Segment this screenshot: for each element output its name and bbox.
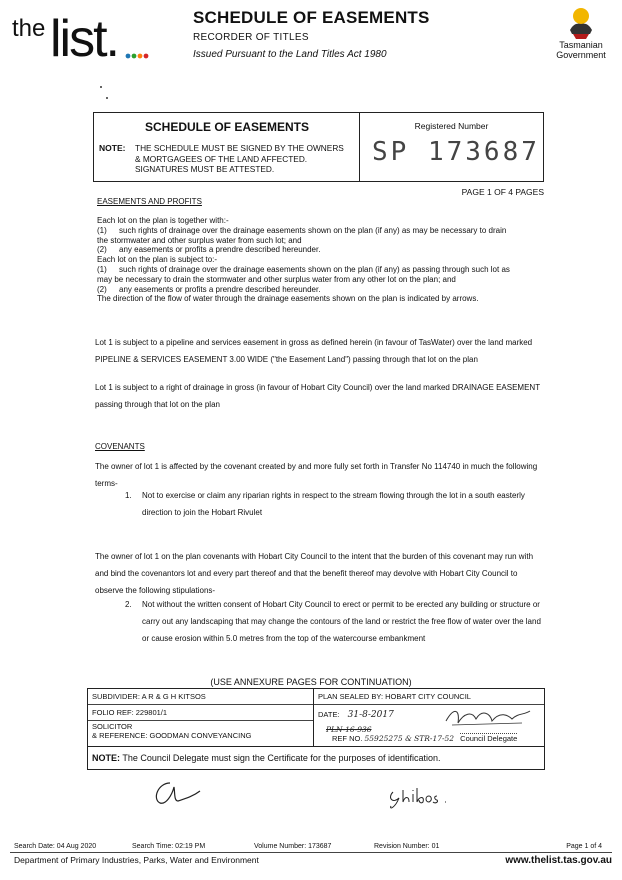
search-time: Search Time: 02:19 PM bbox=[132, 843, 206, 850]
easements-heading: EASEMENTS AND PROFITS bbox=[97, 197, 202, 206]
subdivider-field: SUBDIVIDER: A R & G H KITSOS bbox=[88, 689, 313, 705]
logo-dot bbox=[138, 54, 143, 59]
easements-general-text: Each lot on the plan is together with:- (1) such rights of drainage over the drainage easements shown on the plan (if any) as may be necessary to drain the stormwater and other surplus water from such lot; and (2) any easements or profits a prendre described hereunder. Each lot on the plan is subject to:- (1) such rights of drainage over the drainage easements shown on the plan (if any) as passing through such lot as may be necessary to drain the stormwater and other surplus water from any other lot on the plan; and (2) any easements or profits a prendre described hereunder. The direction of the flow of water through the drainage easements shown on the plan is indicated by arrows. bbox=[97, 216, 510, 304]
covenant-item-2: 2. Not without the written consent of Hobart City Council to erect or permit to be erected any building or structure or carry out any landscaping that may change the contours of the land or restrict the free flow of water over the land or cause erosion within 5.0 metres from the top of the watercourse embankment bbox=[125, 600, 541, 643]
tasmanian-government-logo bbox=[545, 4, 617, 66]
govt-name-line2: Government bbox=[556, 50, 606, 60]
folio-ref-field: FOLIO REF: 229801/1 bbox=[88, 705, 313, 721]
plan-sealed-field: PLAN SEALED BY: HOBART CITY COUNCIL bbox=[314, 689, 544, 705]
logo-dot bbox=[144, 54, 149, 59]
date-field: DATE: 31-8-2017 bbox=[318, 710, 394, 720]
issuing-act: Issued Pursuant to the Land Titles Act 1980 bbox=[193, 49, 387, 60]
annexure-instruction: (USE ANNEXURE PAGES FOR CONTINUATION) bbox=[210, 677, 412, 687]
signing-note: THE SCHEDULE MUST BE SIGNED BY THE OWNERS & MORTGAGEES OF THE LAND AFFECTED. SIGNATURES MUST BE ATTESTED. bbox=[135, 143, 344, 174]
registered-number: SP 173687 bbox=[372, 137, 540, 167]
seal-date-value: 31-8-2017 bbox=[347, 710, 394, 720]
council-delegate-label: Council Delegate bbox=[460, 734, 518, 743]
logo-the-text: the bbox=[12, 15, 46, 42]
logo-dot bbox=[132, 54, 137, 59]
schedule-title-box bbox=[93, 112, 544, 182]
owner-signature-icon bbox=[385, 780, 465, 810]
logo-list-text: list. bbox=[50, 10, 118, 60]
covenant-transfer-paragraph: The owner of lot 1 is affected by the covenant created by and more fully set forth in Transfer No 114740 in much the following terms- bbox=[95, 462, 538, 488]
scan-speck bbox=[100, 86, 102, 88]
footer-divider bbox=[10, 852, 612, 853]
volume-number: Volume Number: 173687 bbox=[254, 843, 332, 850]
search-date: Search Date: 04 Aug 2020 bbox=[14, 843, 97, 850]
thelist-logo bbox=[12, 4, 152, 60]
logo-dot bbox=[126, 54, 131, 59]
office-name: RECORDER OF TITLES bbox=[193, 32, 309, 43]
govt-name-line1: Tasmanian bbox=[559, 40, 603, 50]
scan-speck bbox=[106, 97, 108, 99]
revision-number: Revision Number: 01 bbox=[374, 843, 440, 850]
department-name: Department of Primary Industries, Parks, Water and Environment bbox=[14, 855, 259, 865]
page-count: PAGE 1 OF 4 PAGES bbox=[461, 187, 544, 197]
delegate-note: NOTE: The Council Delegate must sign the Certificate for the purposes of identification. bbox=[92, 753, 441, 763]
particulars-box bbox=[87, 688, 545, 770]
covenant-item-1: 1. Not to exercise or claim any riparian rights in respect to the stream flowing through the lot in a south easterly direction to join the Hobart Rivulet bbox=[125, 491, 525, 517]
reference-number-value: 55925275 & STR-17-52 bbox=[364, 734, 455, 743]
website-url: www.thelist.tas.gov.au bbox=[505, 855, 612, 866]
covenant-council-paragraph: The owner of lot 1 on the plan covenants with Hobart City Council to the intent that the burden of this covenant may run with and bind the covenantors lot and every part thereof and that the benefit thereof may devolve with Hobart City Council to observe the following stipulations- bbox=[95, 552, 534, 595]
owner-signature-icon bbox=[148, 777, 208, 809]
drainage-easement-paragraph: Lot 1 is subject to a right of drainage in gross (in favour of Hobart City Council) over the land marked DRAINAGE EASEMENT passing through that lot on the plan bbox=[95, 383, 540, 409]
schedule-box-title: SCHEDULE OF EASEMENTS bbox=[144, 120, 309, 134]
reference-field: PLN-16-936 REF NO. 55925275 & STR-17-52 Council Delegate bbox=[326, 725, 518, 743]
solicitor-field: SOLICITOR & REFERENCE: GOODMAN CONVEYANCING bbox=[92, 722, 252, 740]
page-title: SCHEDULE OF EASEMENTS bbox=[193, 8, 430, 27]
registered-number-label: Registered Number bbox=[414, 121, 489, 131]
covenants-heading: COVENANTS bbox=[95, 442, 145, 451]
struck-planning-number: PLN-16-936 bbox=[326, 725, 372, 734]
signing-note-label: NOTE: bbox=[99, 143, 126, 153]
pipeline-easement-paragraph: Lot 1 is subject to a pipeline and services easement in gross as defined herein (in favour of TasWater) over the land marked PIPELINE & SERVICES EASEMENT 3.00 WIDE ("the Easement Land") passing through that lot on the plan bbox=[95, 338, 533, 364]
page-number: Page 1 of 4 bbox=[566, 843, 602, 850]
thylacine-crest-icon bbox=[564, 4, 598, 40]
